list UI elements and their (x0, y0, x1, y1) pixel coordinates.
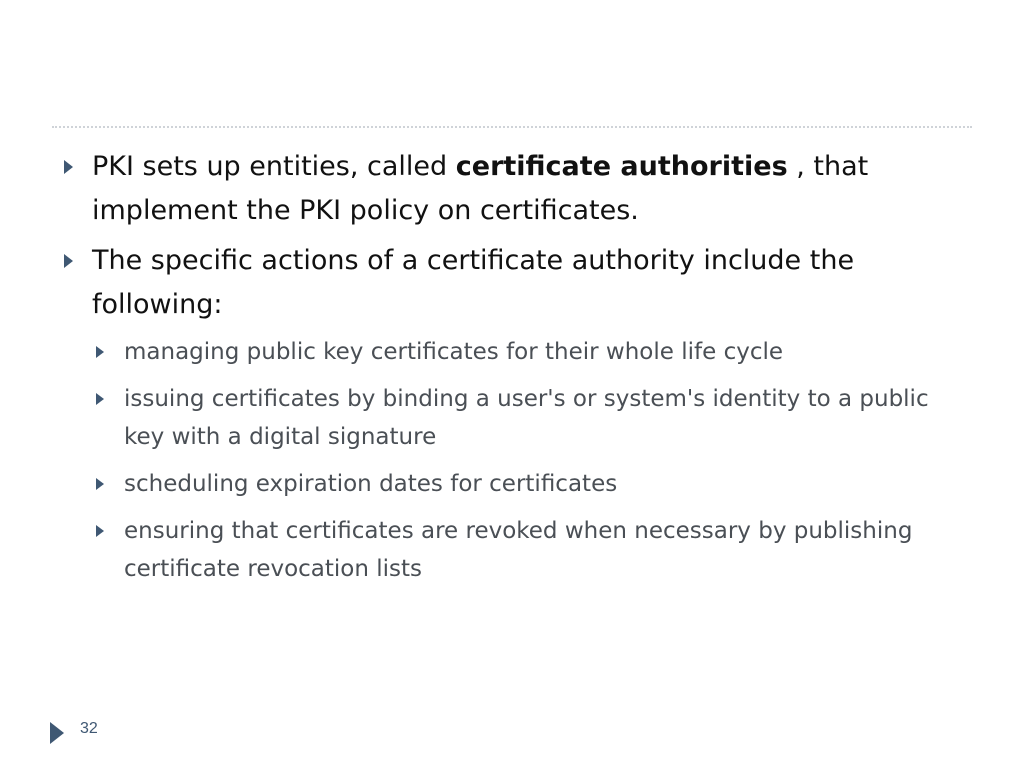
footer-arrow-icon (50, 722, 64, 744)
sub-bullet-item (92, 465, 962, 503)
sub-bullet-item (92, 333, 962, 371)
sub-bullet-text: issuing certificates by binding a user's or system's identity to a public key with a digital signature (124, 386, 929, 450)
bullet-1-text-post: , that implement the PKI policy on certificates. (92, 151, 869, 226)
sub-bullet-triangle-icon (96, 525, 104, 537)
sub-bullet-list (92, 333, 962, 588)
sub-bullet-text: ensuring that certificates are revoked when necessary by publishing certificate revocation lists (124, 518, 913, 582)
sub-bullet-item (92, 512, 962, 588)
sub-bullet-triangle-icon (96, 393, 104, 405)
bullet-1-text-pre: PKI sets up entities, called (92, 151, 456, 182)
sub-bullet-item (92, 380, 962, 456)
bullet-2-text: The specific actions of a certificate authority include the following: (92, 245, 855, 320)
sub-bullet-triangle-icon (96, 346, 104, 358)
sub-bullet-text: managing public key certificates for their whole life cycle (124, 339, 784, 365)
sub-bullet-triangle-icon (96, 478, 104, 490)
bullet-1-text-bold: certificate authorities (455, 151, 788, 182)
bullet-triangle-icon (64, 254, 73, 268)
bullet-triangle-icon (64, 160, 73, 174)
slide-content (62, 145, 962, 597)
sub-bullet-text: scheduling expiration dates for certificates (124, 471, 618, 497)
page-number: 32 (80, 720, 98, 737)
bullet-specific-actions (62, 239, 962, 327)
title-divider (52, 126, 972, 128)
bullet-certificate-authorities (62, 145, 962, 233)
